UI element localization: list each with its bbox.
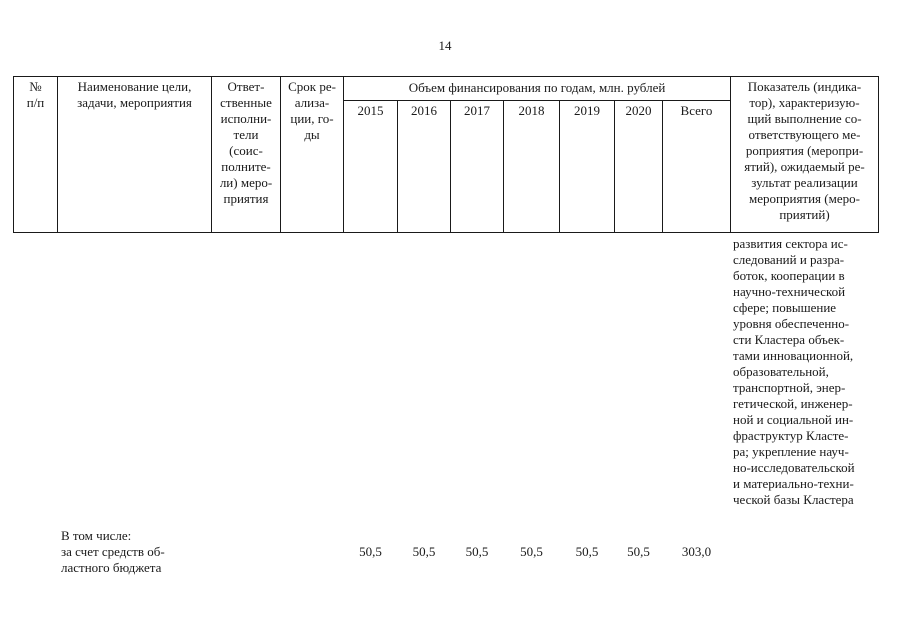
- budget-label-line: за счет средств об-: [61, 544, 165, 559]
- header-line: Срок ре-: [288, 79, 336, 94]
- header-line: приятия: [223, 191, 269, 206]
- indicator-line: ра; укрепление науч-: [733, 444, 849, 459]
- budget-label-line: ластного бюджета: [61, 560, 162, 575]
- indicator-line: научно-технической: [733, 284, 846, 299]
- header-line: (соис-: [229, 143, 263, 158]
- indicator-continuation: [733, 236, 883, 508]
- header-line: зультат реализации: [751, 175, 858, 190]
- indicator-line: уровня обеспеченно-: [733, 316, 850, 331]
- indicator-line: но-исследовательской: [733, 460, 855, 475]
- header-line: ли) меро-: [219, 175, 273, 190]
- header-line: п/п: [26, 95, 45, 110]
- header-indicator-cell: [731, 79, 878, 223]
- indicator-line: развития сектора ис-: [733, 236, 848, 251]
- col-divider: [662, 100, 663, 233]
- year-header-2017: 2017: [464, 103, 490, 118]
- budget-value-2018: 50,5: [520, 544, 543, 559]
- header-line: Показатель (индика-: [747, 79, 862, 94]
- table-top-border: [13, 76, 879, 77]
- budget-value-2016: 50,5: [412, 544, 436, 559]
- header-line: Наименование цели,: [77, 79, 192, 94]
- indicator-line: следований и разра-: [733, 252, 845, 267]
- budget-value-2017: 50,5: [465, 544, 489, 559]
- header-line: щий выполнение со-: [747, 111, 862, 126]
- header-line: ответствующего ме-: [748, 127, 861, 142]
- col-divider: [397, 100, 398, 233]
- header-line: полните-: [221, 159, 271, 174]
- indicator-line: ческой базы Кластера: [733, 492, 854, 507]
- header-line: Ответ-: [227, 79, 265, 94]
- header-line: ции, го-: [290, 111, 334, 126]
- indicator-line: гетической, инженер-: [733, 396, 853, 411]
- year-header-total: Всего: [680, 103, 713, 118]
- col-divider: [614, 100, 615, 233]
- header-line: исполни-: [220, 111, 272, 126]
- header-responsible-cell: [212, 79, 280, 207]
- table-header-bottom-border: [13, 232, 879, 233]
- header-line: ятий), ожидаемый ре-: [744, 159, 865, 174]
- indicator-line: сфере; повышение: [733, 300, 837, 315]
- budget-value-total: 303,0: [681, 544, 712, 559]
- regional-budget-label: [61, 544, 165, 576]
- indicator-line: тами инновационной,: [733, 348, 854, 363]
- col-divider: [878, 76, 879, 233]
- funding-subheader-line: [343, 100, 730, 101]
- indicator-line: ной и социальной ин-: [733, 412, 854, 427]
- budget-value-2020: 50,5: [627, 544, 650, 559]
- col-divider: [450, 100, 451, 233]
- year-header-2019: 2019: [574, 103, 600, 118]
- col-divider: [343, 76, 344, 233]
- col-divider: [503, 100, 504, 233]
- header-line: задачи, мероприятия: [77, 95, 192, 110]
- indicator-line: транспортной, энер-: [733, 380, 846, 395]
- budget-value-2015: 50,5: [359, 544, 382, 559]
- indicator-line: образовательной,: [733, 364, 829, 379]
- year-header-2016: 2016: [411, 103, 437, 118]
- header-line: ды: [304, 127, 320, 142]
- header-line: роприятия (меропри-: [745, 143, 864, 158]
- header-line: тели: [233, 127, 259, 142]
- indicator-line: фраструктур Класте-: [733, 428, 849, 443]
- header-line: тор), характеризую-: [749, 95, 860, 110]
- header-name-cell: [58, 79, 211, 111]
- indicator-line: боток, кооперации в: [733, 268, 845, 283]
- col-divider: [559, 100, 560, 233]
- header-line: мероприятия (меро-: [749, 191, 860, 206]
- header-line: №: [29, 79, 42, 94]
- year-header-2015: 2015: [357, 103, 384, 118]
- header-term-cell: [281, 79, 343, 143]
- header-number-cell: [14, 79, 57, 111]
- page-number: 14: [438, 38, 452, 53]
- header-line: ализа-: [294, 95, 330, 110]
- header-line: приятий): [779, 207, 830, 222]
- including-label: В том числе:: [61, 528, 132, 543]
- header-line: ственные: [220, 95, 272, 110]
- year-header-2020: 2020: [625, 103, 652, 118]
- indicator-line: и материально-техни-: [733, 476, 854, 491]
- indicator-line: сти Кластера объек-: [733, 332, 845, 347]
- header-funding-title: Объем финансирования по годам, млн. рублей: [408, 80, 666, 95]
- year-header-2018: 2018: [518, 103, 545, 118]
- budget-value-2019: 50,5: [575, 544, 599, 559]
